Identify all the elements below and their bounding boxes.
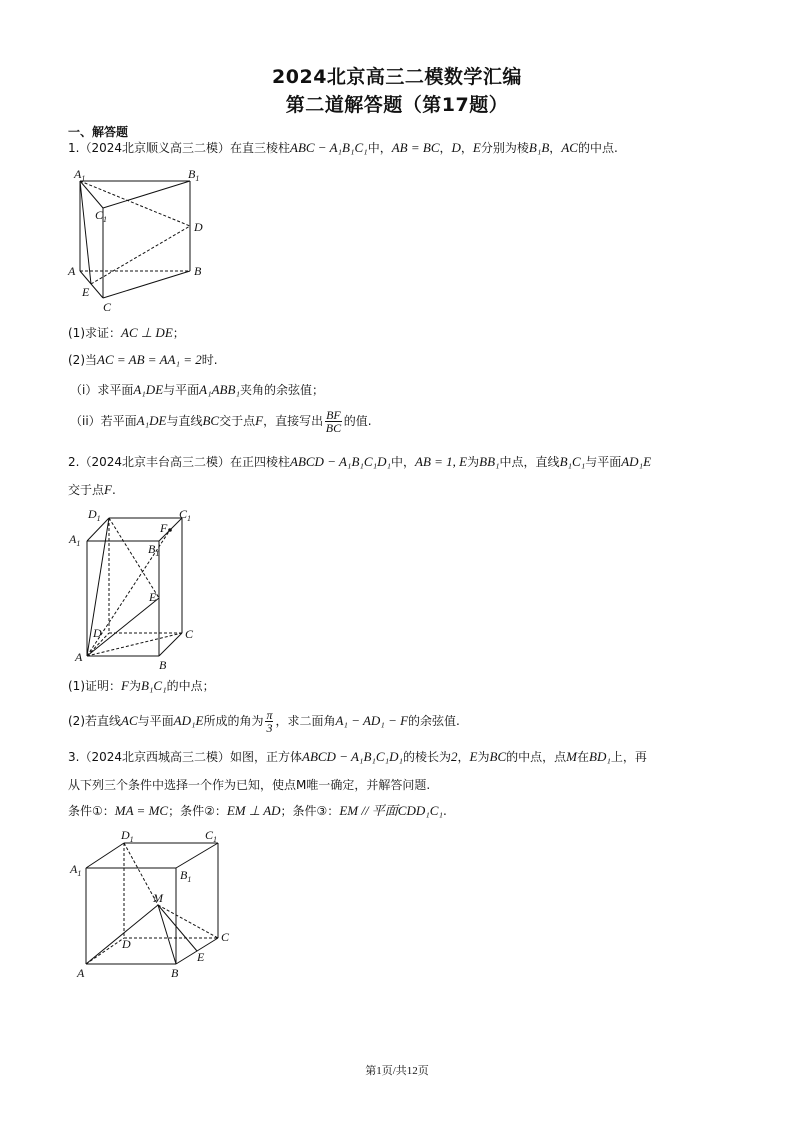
label-c1: $C_1$ [205,828,218,844]
label-a1: $A_1$ [74,167,86,183]
label-a1: $A_1$ [70,862,82,878]
label-d: D [194,220,203,234]
figure-1-prism [60,163,220,315]
q3-statement-line1: 3.（2024北京西城高三二模）如图，正方体ABCD − A₁B₁C₁D₁的棱长为2，E为BC的中点，点M在BD₁上，再 [68,749,647,764]
label-b: B [171,966,179,980]
label-d: D [93,626,102,640]
q3-statement-line2: 从下列三个条件中选择一个作为已知，使点M唯一确定，并解答问题. [68,778,431,792]
figure-3-cube [62,823,242,983]
label-e: E [197,950,205,964]
label-b1: $B_1$ [148,542,160,558]
q2-statement-line1: 2.（2024北京丰台高三二模）在正四棱柱ABCD − A₁B₁C₁D₁中，AB = 1, E为BB₁中点，直线B₁C₁与平面AD₁E [68,454,652,469]
q1-statement: 1.（2024北京顺义高三二模）在直三棱柱ABC − A₁B₁C₁中，AB = BC，D，E分别为棱B₁B，AC的中点. [68,140,618,155]
label-c1: $C_1$ [179,507,192,523]
q2-statement-line2: 交于点F. [68,482,116,497]
label-e: E [82,285,90,299]
fraction-pi-over-3: $\frac{\pi}{3}$ [266,708,273,735]
q3-conditions: 条件①：MA = MC；条件②：EM ⊥ AD；条件③：EM // 平面CDD₁C₁. [68,803,447,818]
q1-part2-i: （i）求平面A₁DE与平面A₁ABB₁夹角的余弦值； [70,382,324,397]
label-d1: $D_1$ [88,507,101,523]
figure-2-prism [62,503,212,673]
q1-part2: (2)当AC = AB = AA₁ = 2时. [68,352,218,367]
q1-part1: (1)求证：AC ⊥ DE； [68,325,185,340]
label-b1: $B_1$ [180,868,192,884]
fraction-bf-bc: $\frac{BF}{BC}$ [325,408,342,435]
label-a: A [77,966,85,980]
label-f: F [160,521,168,535]
label-a: A [75,650,83,664]
label-a: A [68,264,76,278]
label-c: C [221,930,230,944]
document-title-line2: 第二道解答题（第17题） [285,94,509,116]
label-b: B [194,264,202,278]
section-heading: 一、解答题 [68,125,129,139]
label-m: M [153,891,163,905]
label-b1: $B_1$ [188,167,200,183]
document-title-line1: 2024北京高三二模数学汇编 [272,66,522,88]
page-footer: 第1页/共12页 [365,1065,429,1077]
label-c: C [103,300,112,314]
label-d1: $D_1$ [121,828,134,844]
q2-part1: (1)证明：F为B₁C₁的中点； [68,678,215,693]
label-d: D [122,937,131,951]
q1-part2-ii: （ii）若平面A₁DE与直线BC交于点F，直接写出 $\frac{BF}{BC}$ 的值. [70,408,372,435]
label-b: B [159,658,167,672]
label-a1: $A_1$ [69,532,81,548]
label-c: C [185,627,194,641]
label-e: E [149,590,157,604]
label-c1: $C_1$ [95,208,108,224]
q2-part2: (2)若直线AC与平面AD₁E所成的角为 $\frac{\pi}{3}$ ，求二面角A₁ − AD₁ − F的余弦值. [68,708,460,735]
